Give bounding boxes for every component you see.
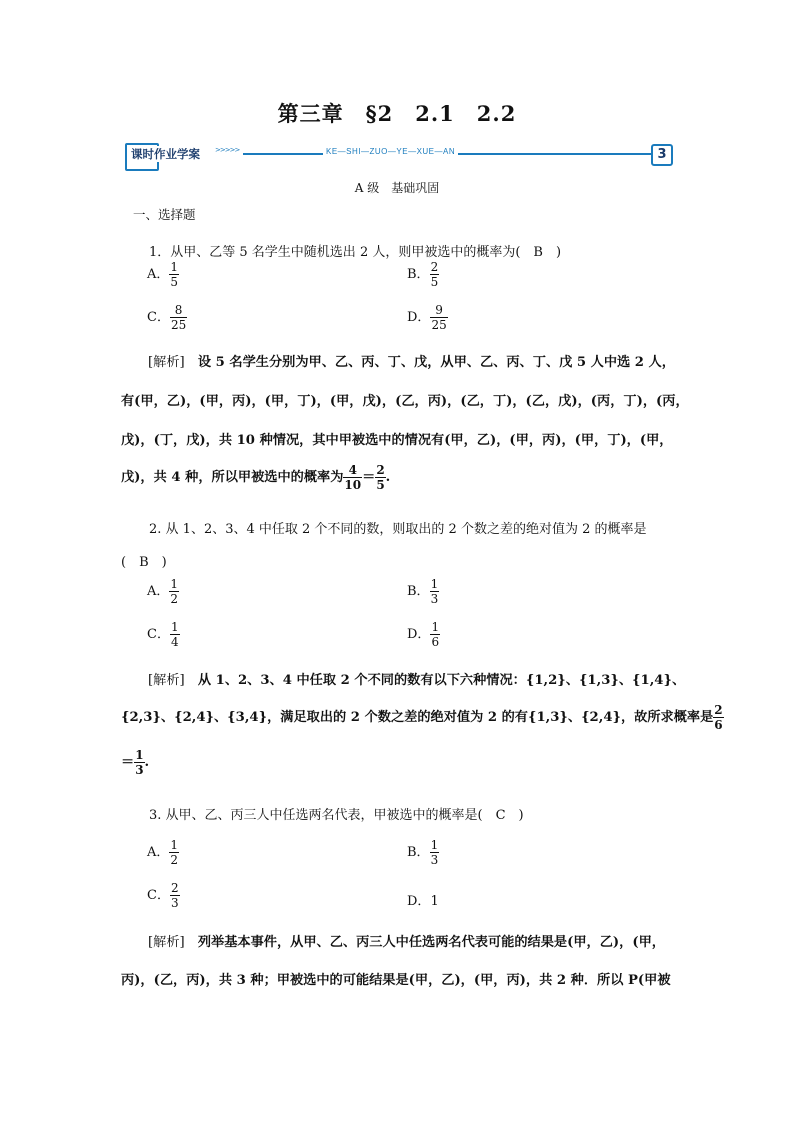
q3-option-d[interactable] (407, 890, 439, 909)
fraction: $\frac{4}{10}$ (344, 463, 362, 492)
option-label: D． (407, 627, 431, 642)
q2-explanation-line-3: ＝ $\frac{1}{3}$ . (121, 748, 150, 777)
q2-option-d[interactable] (407, 620, 440, 649)
option-label: B． (407, 267, 430, 282)
q3-option-a[interactable] (147, 838, 179, 867)
banner-subtitle: KE—SHI—ZUO—YE—XUE—AN (323, 147, 458, 156)
q2-option-b[interactable] (407, 577, 439, 606)
q1-explanation-line-3: 戊)，(丁，戊)，共 10 种情况，其中甲被选中的情况有(甲，乙)，(甲，丙)，(甲，丁)，(甲， (121, 433, 673, 448)
section-heading: 一、选择题 (133, 207, 196, 222)
level-heading: A 级 基础巩固 (354, 181, 440, 195)
banner-number-badge: 3 (651, 144, 673, 166)
page-title: 第三章 §2 2.1 2.2 (277, 101, 517, 126)
explanation-tag: [解析] (148, 673, 185, 688)
q3-option-c[interactable] (147, 881, 180, 910)
fraction: $\frac{2}{3}$ (170, 881, 179, 910)
explanation-tag: [解析] (148, 935, 185, 950)
fraction: $\frac{1}{6}$ (431, 620, 440, 649)
section-banner (125, 143, 673, 169)
q1-explanation-line-2: 有(甲，乙)，(甲，丙)，(甲，丁)，(甲，戊)，(乙，丙)，(乙，丁)，(乙，戊)，(丙，丁)，(丙， (121, 394, 689, 409)
fraction: $\frac{2}{6}$ (714, 703, 723, 732)
fraction: $\frac{1}{5}$ (170, 260, 179, 289)
banner-arrows: >>>>> (215, 146, 240, 154)
option-label: C． (147, 627, 170, 642)
q1-explanation-line-1: [解析] 设 5 名学生分别为甲、乙、丙、丁、戊，从甲、乙、丙、丁、戊 5 人中选 2 人， (148, 355, 675, 370)
option-label: A． (147, 584, 170, 599)
q1-option-d[interactable] (407, 303, 448, 332)
question-2-stem-line-2: ( B ) (121, 555, 167, 570)
explanation-tag: [解析] (148, 355, 185, 370)
option-label: A． (147, 845, 170, 860)
fraction: $\frac{1}{2}$ (170, 577, 179, 606)
fraction: $\frac{1}{2}$ (170, 838, 179, 867)
fraction: $\frac{1}{3}$ (430, 838, 439, 867)
q1-option-a[interactable] (147, 260, 179, 289)
fraction: $\frac{2}{5}$ (376, 463, 385, 492)
option-label: D． (407, 894, 431, 909)
q2-explanation-line-2: {2,3}、{2,4}、{3,4}，满足取出的 2 个数之差的绝对值为 2 的有{1,3}、{2,4}，故所求概率是 $\frac{2}{6}$ (121, 703, 723, 732)
banner-label: 课时作业学案 (131, 147, 200, 161)
fraction: $\frac{1}{4}$ (170, 620, 179, 649)
q2-option-a[interactable] (147, 577, 179, 606)
q3-option-b[interactable] (407, 838, 439, 867)
q1-option-c[interactable] (147, 303, 187, 332)
question-2-stem-line-1: 2. 从 1、2、3、4 中任取 2 个不同的数，则取出的 2 个数之差的绝对值为 2 的概率是 (149, 522, 647, 537)
q1-option-b[interactable] (407, 260, 439, 289)
option-value: 1 (430, 894, 439, 909)
q3-explanation-line-1: [解析] 列举基本事件，从甲、乙、丙三人中任选两名代表可能的结果是(甲，乙)，(甲， (148, 935, 665, 950)
fraction: $\frac{1}{3}$ (430, 577, 439, 606)
q2-option-c[interactable] (147, 620, 180, 649)
question-3-stem: 3. 从甲、乙、丙三人中任选两名代表，甲被选中的概率是( C ) (149, 808, 524, 823)
option-label: C． (147, 310, 170, 325)
q3-explanation-line-2: 丙)，(乙，丙)，共 3 种；甲被选中的可能结果是(甲，乙)，(甲，丙)，共 2 种．所以 P(甲被 (121, 973, 671, 988)
question-1-stem: 1．从甲、乙等 5 名学生中随机选出 2 人，则甲被选中的概率为( B ) (149, 245, 562, 260)
option-label: B． (407, 845, 430, 860)
q1-explanation-line-4: 戊)，共 4 种，所以甲被选中的概率为 $\frac{4}{10}$ ＝ $\frac{2}{5}$ . (121, 463, 391, 492)
fraction: $\frac{9}{25}$ (431, 303, 447, 332)
q2-explanation-line-1: [解析] 从 1、2、3、4 中任取 2 个不同的数有以下六种情况：{1,2}、{1,3}、{1,4}、 (148, 673, 686, 688)
option-label: A． (147, 267, 170, 282)
option-label: B． (407, 584, 430, 599)
fraction: $\frac{2}{5}$ (430, 260, 439, 289)
option-label: C． (147, 888, 170, 903)
option-label: D． (407, 310, 431, 325)
fraction: $\frac{8}{25}$ (170, 303, 187, 332)
fraction: $\frac{1}{3}$ (135, 748, 144, 777)
